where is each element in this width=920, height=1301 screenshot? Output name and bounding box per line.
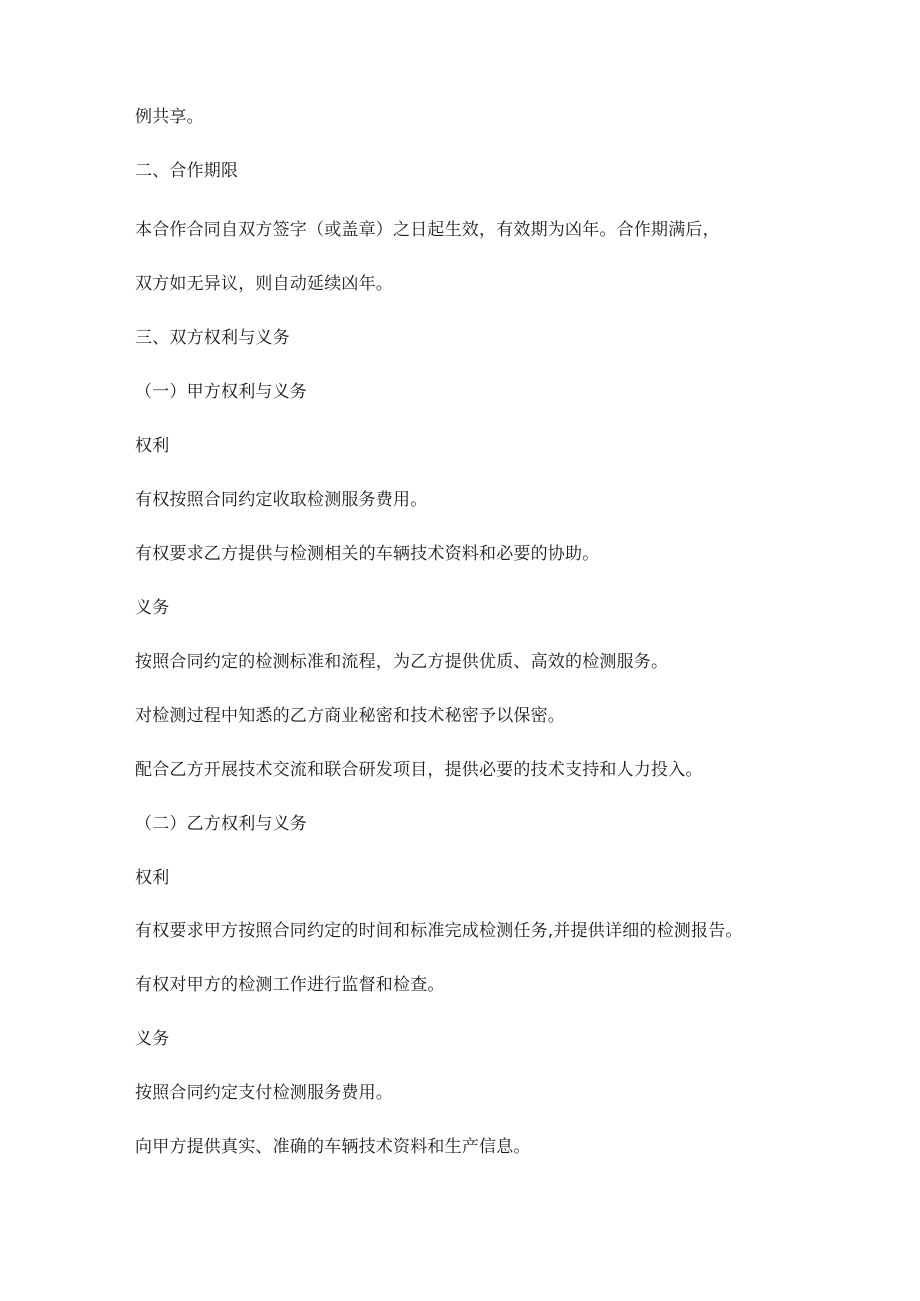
list-item: 按照合同约定的检测标准和流程，为乙方提供优质、高效的检测服务。 <box>135 652 669 672</box>
label-obligations-a: 义务 <box>135 598 170 618</box>
label-rights-a: 权利 <box>135 436 170 456</box>
section-heading-term: 二、合作期限 <box>135 161 239 181</box>
list-item: 有权要求甲方按照合同约定的时间和标准完成检测任务,并提供详细的检测报告。 <box>135 921 743 941</box>
list-item: 配合乙方开展技术交流和联合研发项目，提供必要的技术支持和人力投入。 <box>135 760 703 780</box>
list-item: 按照合同约定支付检测服务费用。 <box>135 1083 393 1103</box>
subsection-heading-party-a: （一）甲方权利与义务 <box>135 382 307 402</box>
label-rights-b: 权利 <box>135 868 170 888</box>
paragraph-term-line-2: 双方如无异议，则自动延续凶年。 <box>135 274 393 294</box>
paragraph-continuation: 例共享。 <box>135 107 204 127</box>
paragraph-term-line-1: 本合作合同自双方签字（或盖章）之日起生效，有效期为凶年。合作期满后， <box>135 220 720 240</box>
list-item: 向甲方提供真实、准确的车辆技术资料和生产信息。 <box>135 1137 531 1157</box>
list-item: 对检测过程中知悉的乙方商业秘密和技术秘密予以保密。 <box>135 706 565 726</box>
subsection-heading-party-b: （二）乙方权利与义务 <box>135 814 307 834</box>
list-item: 有权要求乙方提供与检测相关的车辆技术资料和必要的协助。 <box>135 544 600 564</box>
list-item: 有权按照合同约定收取检测服务费用。 <box>135 490 428 510</box>
list-item: 有权对甲方的检测工作进行监督和检查。 <box>135 975 445 995</box>
label-obligations-b: 义务 <box>135 1029 170 1049</box>
section-heading-rights: 三、双方权利与义务 <box>135 328 290 348</box>
